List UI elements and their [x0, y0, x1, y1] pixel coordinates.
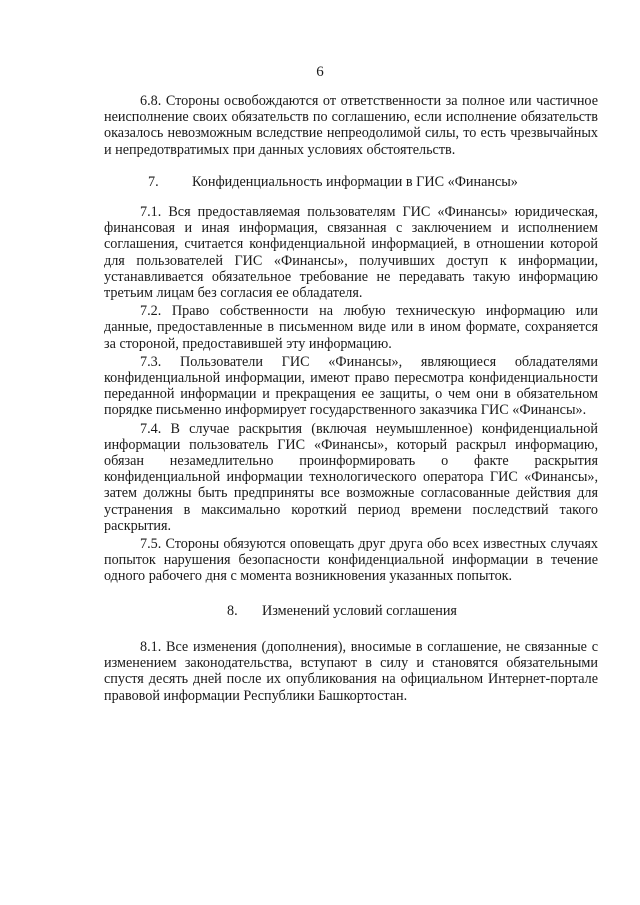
- paragraph-7-3: 7.3. Пользователи ГИС «Финансы», являющиеся обладателями конфиденциальной информации, имеют право пересмотра конфиденциальности переданной информации и прекращения ее защиты, о чем они в обязательном порядке письменно информирует государственного заказчика ГИС «Финансы».: [104, 353, 598, 419]
- paragraph-7-1: 7.1. Вся предоставляемая пользователям ГИС «Финансы» юридическая, финансовая и иная информация, связанная с заключением и исполнением соглашения, считается конфиденциальной информацией, в отношении которой для пользователей ГИС «Финансы», получивших доступ к информации, устанавливается обязательное требование не передавать такую информацию третьим лицам без согласия ее обладателя.: [104, 204, 598, 302]
- paragraph-6-8: 6.8. Стороны освобождаются от ответственности за полное или частичное неисполнение своих обязательств по соглашению, если исполнение обязательств оказалось невозможным вследствие непреодолимой силы, то есть чрезвычайных и непредотвратимых при данных условиях обстоятельств.: [104, 93, 598, 158]
- section-title: Изменений условий соглашения: [262, 602, 457, 619]
- paragraph-7-5: 7.5. Стороны обязуются оповещать друг друга обо всех известных случаях попыток нарушения безопасности конфиденциальной информации в течение одного рабочего дня с момента возникновения указанных попыток.: [104, 536, 598, 585]
- section-number: 8.: [227, 602, 238, 619]
- paragraph-7-4: 7.4. В случае раскрытия (включая неумышленное) конфиденциальной информации пользователь ГИС «Финансы», который раскрыл информацию, обязан незамедлительно проинформировать о факте раскрытия конфиденциальной информации технологического оператора ГИС «Финансы», затем должны быть предприняты все возможные согласованные действия для устранения в максимально короткий период времени последствий такого раскрытия.: [104, 420, 598, 534]
- paragraph-7-2: 7.2. Право собственности на любую техническую информацию или данные, предоставленные в письменном виде или в ином формате, сохраняется за стороной, предоставившей эту информацию.: [104, 303, 598, 352]
- section-title: Конфиденциальность информации в ГИС «Финансы»: [192, 173, 518, 190]
- section-number: 7.: [148, 173, 159, 190]
- section-heading-7: [104, 174, 598, 190]
- page-number: 6: [316, 64, 324, 80]
- paragraph-8-1: 8.1. Все изменения (дополнения), вносимые в соглашение, не связанные с изменением законодательства, вступают в силу и становятся обязательными спустя десять дней после их опубликования на официальном Интернет-портале правовой информации Республики Башкортостан.: [104, 638, 598, 704]
- document-body: [104, 93, 598, 704]
- section-heading-8: [104, 603, 598, 619]
